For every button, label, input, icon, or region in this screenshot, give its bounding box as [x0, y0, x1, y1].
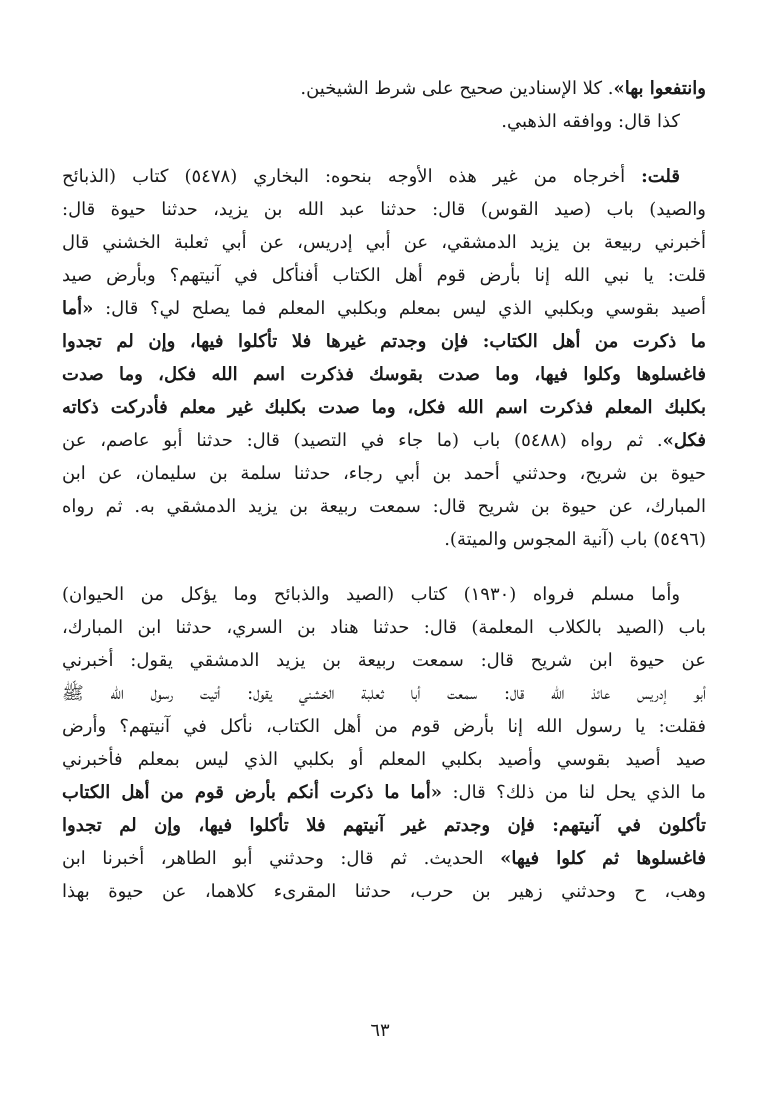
text-line [62, 424, 706, 457]
text-line: وأما مسلم فرواه (١٩٣٠) كتاب (الصيد والذبائح وما يؤكل من الحيوان) [62, 584, 681, 605]
text-line: صيد أصيد بقوسي وأصيد بكلبي المعلم أو بكلبي الذي ليس بمعلم فأخبرني [62, 749, 706, 770]
text-line: قلت: يا نبي الله إنا بأرض قوم أهل الكتاب أفنأكل في آنيتهم؟ وبأرض صيد [62, 265, 706, 286]
bold-text: فإن وجدتم غيرها فلا تأكلوا فيها، وإن لم تجدوا [62, 331, 483, 352]
bold-text: ما ذكرت من أهل الكتاب: [482, 331, 706, 352]
text: الحديث. ثم قال: وحدثني أبو الطاهر، أخبرنا ابن [62, 848, 501, 869]
text-line [62, 776, 706, 809]
text-line: والصيد) باب (صيد القوس) قال: حدثنا عبد الله بن يزيد، حدثنا حيوة قال: [62, 199, 706, 220]
text-line [62, 842, 706, 875]
text-line [62, 809, 706, 842]
bold-text: تأكلون في آنيتهم: [552, 815, 706, 836]
bold-text: فكل» [662, 430, 706, 451]
text-line: (٥٤٩٦) باب (آنية المجوس والميتة). [444, 529, 706, 550]
paragraph-gap [62, 556, 706, 578]
text-line: أخبرني ربيعة بن يزيد الدمشقي، عن أبي إدريس، عن أبي ثعلبة الخشني قال [62, 232, 706, 253]
text-line: باب (الصيد بالكلاب المعلمة) قال: حدثنا هناد بن السري، حدثنا ابن المبارك، [62, 617, 706, 638]
bold-text: «أما ما ذكرت أنكم بأرض قوم من أهل الكتاب [62, 782, 442, 803]
text-line: أبو إدريس عائذ الله قال: سمعت أبا ثعلبة الخشني يقول: أتيت رسول الله ﷺ [62, 683, 706, 704]
bold-text: «أما [62, 298, 94, 319]
text-line: كذا قال: ووافقه الذهبي. [501, 111, 680, 132]
text-line: وهب، ح وحدثني زهير بن حرب، حدثنا المقرىء كلاهما، عن حيوة بهذا [62, 881, 706, 902]
bold-text: وانتفعوا بها» [613, 78, 706, 99]
text-line: المبارك، عن حيوة بن شريح قال: سمعت ربيعة بن يزيد الدمشقي به. ثم رواه [62, 496, 706, 517]
text-line [62, 160, 706, 193]
bold-text: فاغسلوها ثم كلوا فيها» [500, 848, 706, 869]
text-line [62, 325, 706, 358]
page-number: ٦٣ [370, 1020, 390, 1041]
page-body [62, 72, 706, 908]
text-line: حيوة بن شريح، وحدثني أحمد بن أبي رجاء، حدثنا سلمة بن سليمان، عن ابن [62, 463, 706, 484]
bold-text: فإن وجدتم غير آنيتهم فلا تأكلوا فيها، وإن لم تجدوا [62, 815, 553, 836]
text-line [62, 72, 706, 105]
text-line: فاغسلوها وكلوا فيها، وما صدت بقوسك فذكرت اسم الله فكل، وما صدت [62, 364, 706, 385]
text-line: فقلت: يا رسول الله إنا بأرض قوم من أهل الكتاب، نأكل في آنيتهم؟ وأرض [62, 716, 706, 737]
text-line [62, 292, 706, 325]
text-line: عن حيوة ابن شريح قال: سمعت ربيعة بن يزيد الدمشقي يقول: أخبرني [62, 650, 706, 671]
text: . ثم رواه (٥٤٨٨) باب (ما جاء في التصيد) قال: حدثنا أبو عاصم، عن [62, 430, 663, 451]
bold-text: قلت: [641, 166, 680, 187]
paragraph-gap [62, 138, 706, 160]
text: ما الذي يحل لنا من ذلك؟ قال: [441, 782, 706, 803]
text: أصيد بقوسي وبكلبي الذي ليس بمعلم وبكلبي المعلم فما يصلح لي؟ قال: [93, 298, 706, 319]
text-line: بكلبك المعلم فذكرت اسم الله فكل، وما صدت بكلبك غير معلم فأدركت ذكاته [62, 397, 706, 418]
text: . كلا الإسنادين صحيح على شرط الشيخين. [300, 78, 614, 99]
text: أخرجاه من غير هذه الأوجه بنحوه: البخاري (٥٤٧٨) كتاب (الذبائح [62, 166, 642, 187]
